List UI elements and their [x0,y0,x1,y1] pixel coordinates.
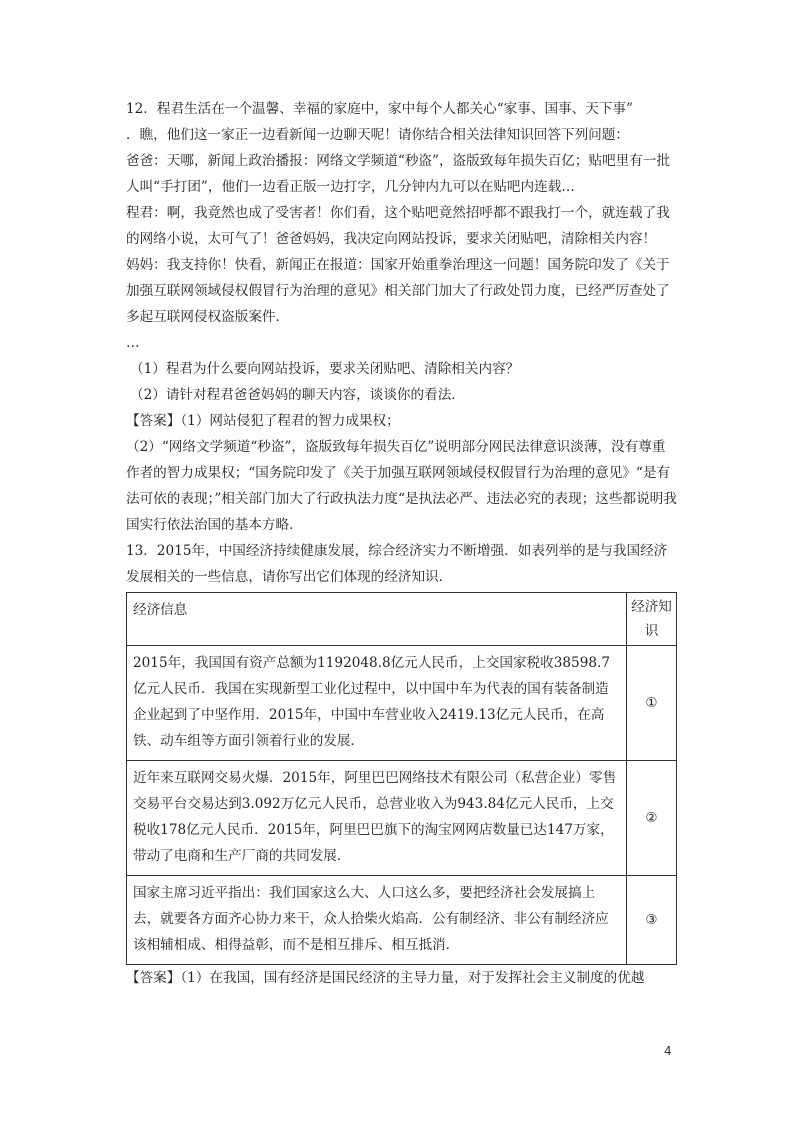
table-row [127,646,677,761]
header-economic-knowledge: 经济知识 [627,593,677,646]
dialogue-mom: 妈妈：我支持你！快看，新闻正在报道：国家开始重拳治理这一问题！国务院印发了《关于加强互联网领域侵权假冒行为治理的意见》相关部门加大了行政处罚力度，已经严厉查处了多起互联网侵权盗版案件． [126,257,670,325]
page-content [126,96,678,991]
table-cell-mark: ③ [627,876,677,965]
question-12-line-2: ．瞧，他们这一家正一边看新闻一边聊天呢！请你结合相关法律知识回答下列问题： [126,127,629,143]
header-economic-info: 经济信息 [127,593,627,646]
sub-question-2: （2）请针对程君爸爸妈妈的聊天内容，谈谈你的看法． [130,387,465,403]
table-cell-info: 2015年，我国国有资产总额为1192048.8亿元人民币，上交国家税收38598.7亿元人民币．我国在实现新型工业化过程中，以中国中车为代表的国有装备制造企业起到了中坚作用．2015年，中国中车营业收入2419.13亿元人民币，在高铁、动车组等方面引领着行业的发展． [127,646,627,761]
table-row [127,761,677,876]
answer-13: 【答案】（1）在我国，国有经济是国民经济的主导力量，对于发挥社会主义制度的优越 [126,970,645,986]
question-12-line-1: 12．程君生活在一个温馨、幸福的家庭中，家中每个人都关心“家事、国事、天下事” [126,101,633,117]
sub-question-1: （1）程君为什么要向网站投诉，要求关闭贴吧、清除相关内容？ [130,361,520,377]
answer-12-part-2: （2）“网络文学频道“秒盗”，盗版致每年损失百亿”说明部分网民法律意识淡薄，没有尊重作者的智力成果权；“国务院印发了《关于加强互联网领域侵权假冒行为治理的意见》“是有法可依的表现；”相关部门加大了行政执法力度“是执法必严、违法必究的表现；这些都说明我国实行依法治国的基本方略． [126,439,677,533]
dialogue-ellipsis: … [126,335,140,351]
dialogue-dad: 爸爸：天哪，新闻上政治播报：网络文学频道“秒盗”，盗版致每年损失百亿；贴吧里有一批人叫“手打团”，他们一边看正版一边打字，几分钟内九可以在贴吧内连载… [126,153,671,195]
table-header-row [127,593,677,646]
economic-info-table [126,592,677,965]
page-number: 4 [664,1044,672,1058]
answer-12-part-1: 【答案】（1）网站侵犯了程君的智力成果权； [126,413,400,429]
table-row [127,876,677,965]
table-cell-mark: ② [627,761,677,876]
dialogue-son: 程君：啊，我竟然也成了受害者！你们看，这个贴吧竟然招呼都不跟我打一个，就连载了我的网络小说，太可气了！爸爸妈妈，我决定向网站投诉，要求关闭贴吧，清除相关内容！ [126,205,670,247]
question-13-intro: 13．2015年，中国经济持续健康发展，综合经济实力不断增强．如表列举的是与我国经济发展相关的一些信息，请你写出它们体现的经济知识． [126,543,668,585]
table-cell-info: 国家主席习近平指出：我们国家这么大、人口这么多，要把经济社会发展搞上去，就要各方面齐心协力来干，众人拾柴火焰高．公有制经济、非公有制经济应该相辅相成、相得益彰，而不是相互排斥、相互抵消． [127,876,627,965]
table-cell-info: 近年来互联网交易火爆．2015年，阿里巴巴网络技术有限公司（私营企业）零售交易平台交易达到3.092万亿元人民币，总营业收入为943.84亿元人民币，上交税收178亿元人民币．2015年，阿里巴巴旗下的淘宝网网店数量已达147万家，带动了电商和生产厂商的共同发展． [127,761,627,876]
table-cell-mark: ① [627,646,677,761]
